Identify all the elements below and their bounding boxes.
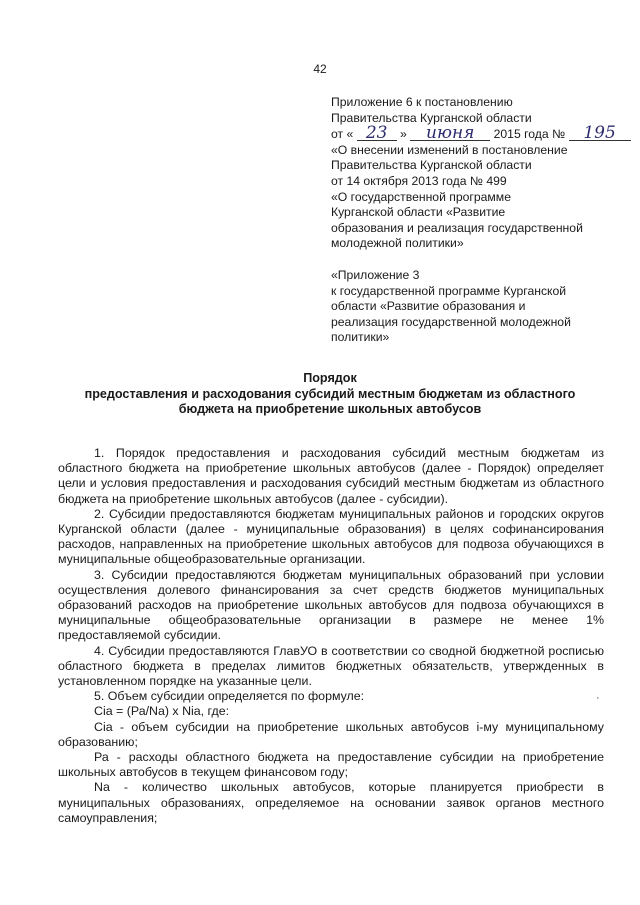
title-line: бюджета на приобретение школьных автобусов — [178, 402, 482, 417]
date-year: 2015 года № — [493, 127, 566, 142]
formula: Сiа = (Ра/Nа) х Niа, где: — [94, 704, 230, 719]
handwritten-month: июня — [410, 126, 490, 141]
paragraph-5: 5. Объем субсидии определяется по формуле: — [94, 689, 365, 704]
document-title — [60, 371, 600, 418]
appendix-line: Правительства Курганской области — [331, 110, 532, 125]
sub-appendix-line: реализация государственной молодежной — [331, 314, 571, 329]
definition-pa: Ра - расходы областного бюджета на предоставление субсидии на приобретение школьных автобусов в текущем финансовом году; — [58, 750, 604, 780]
title-line: Порядок — [303, 371, 357, 385]
scan-mark: · — [596, 692, 600, 704]
appendix-header — [331, 95, 621, 346]
appendix-line: Приложение 6 к постановлению — [331, 95, 513, 109]
document-body — [58, 446, 604, 826]
paragraph-2: 2. Субсидии предоставляются бюджетам муниципальных районов и городских округов Курганской области (далее - муниципальные образования) в целях софинансирования расходов, направленных на приобретение школьных автобусов для подвоза обучающихся в муниципальные общеобразовательные организации. — [58, 506, 604, 567]
date-mid: » — [400, 127, 407, 142]
appendix-line: от 14 октября 2013 года № 499 — [331, 173, 507, 188]
sub-appendix-line: «Приложение 3 — [331, 267, 420, 282]
date-prefix: от « — [331, 127, 354, 142]
handwritten-number: 195 — [569, 126, 631, 141]
appendix-line: молодежной политики» — [331, 236, 464, 251]
sub-appendix-line: политики» — [331, 330, 390, 345]
appendix-line: «О внесении изменений в постановление — [331, 142, 568, 157]
page-number: 42 — [313, 62, 327, 76]
title-line: предоставления и расходования субсидий местным бюджетам из областного — [84, 386, 576, 401]
appendix-line: Правительства Курганской области — [331, 158, 532, 173]
definition-cia: Сiа - объем субсидии на приобретение школьных автобусов i-му муниципальному образованию; — [58, 719, 604, 749]
sub-appendix-line: к государственной программе Курганской — [331, 283, 567, 298]
paragraph-1: 1. Порядок предоставления и расходования субсидий местным бюджетам из областного бюджета на приобретение школьных автобусов (далее - Порядок) определяет цели и условия предоставления и расходования субсидий местным бюджетам из областного бюджета на приобретение школьных автобусов (далее - субсидии). — [58, 446, 604, 506]
appendix-line: образования и реализация государственной — [331, 220, 583, 235]
appendix-date-line — [331, 123, 621, 144]
definition-na: Nа - количество школьных автобусов, которые планируется приобрести в муниципальных образованиях, определяемое на основании заявок органов местного самоуправления; — [58, 780, 604, 825]
paragraph-3: 3. Субсидии предоставляются бюджетам муниципальных образований при условии осуществления долевого финансирования за счет средств бюджетов муниципальных образований расходов на приобретение школьных автобусов для подвоза обучающихся в муниципальные общеобразовательные организации в размере не менее 1% предоставляемой субсидии. — [58, 567, 604, 643]
appendix-line: Курганской области «Развитие — [331, 205, 506, 220]
appendix-line: «О государственной программе — [331, 189, 511, 204]
sub-appendix-line: области «Развитие образования и — [331, 299, 526, 314]
paragraph-4: 4. Субсидии предоставляются ГлавУО в соответствии со сводной бюджетной росписью областного бюджета в пределах лимитов бюджетных обязательств, утвержденных в установленном порядке на указанные цели. — [58, 643, 604, 689]
handwritten-day: 23 — [357, 126, 397, 141]
